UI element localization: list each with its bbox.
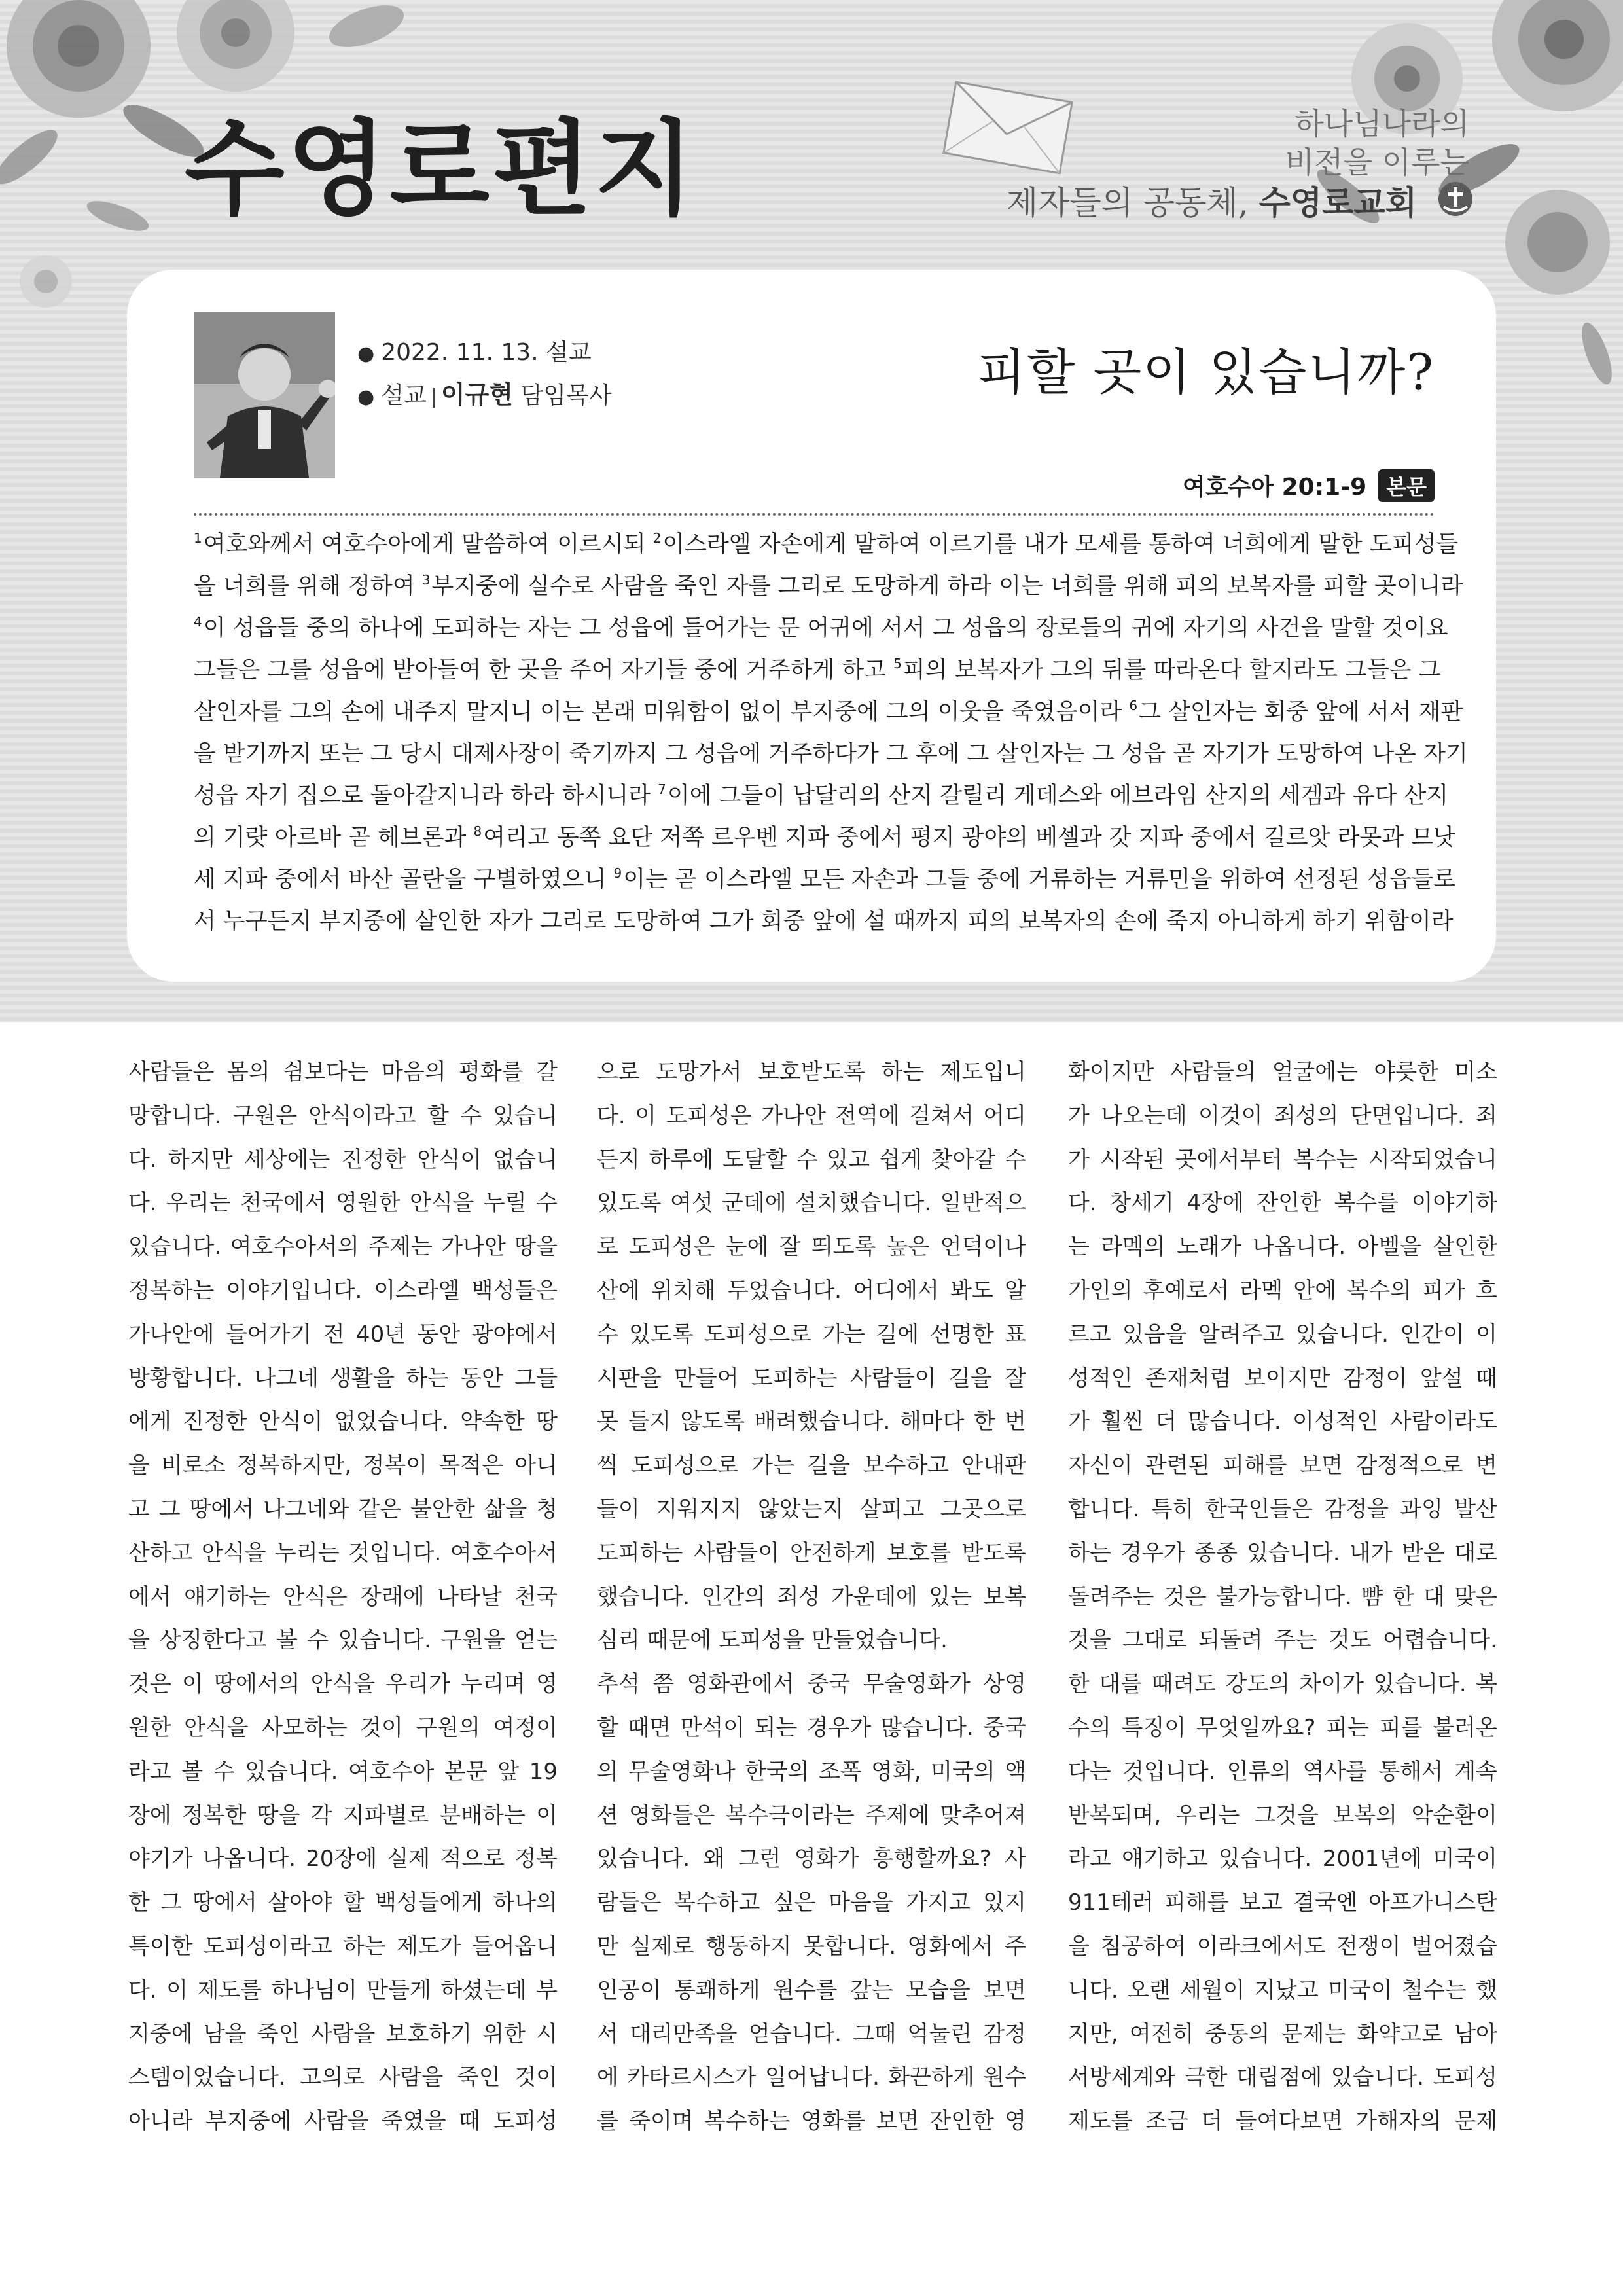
- body-column-1: [128, 1050, 558, 2144]
- dotted-divider: [194, 513, 1435, 516]
- body-line: 하는 경우가 종종 있습니다. 내가 받은 대로: [1068, 1539, 1497, 1566]
- sermon-date: 2022. 11. 13. 설교: [381, 339, 592, 366]
- sermon-title: 피할 곳이 있습니까?: [977, 343, 1435, 401]
- body-line: 서 대리만족을 얻습니다. 그때 억눌린 감정: [597, 2020, 1026, 2047]
- reference-text: 여호수아 20:1-9: [1183, 474, 1367, 501]
- body-line: 지만, 여전히 중동의 문제는 화약고로 남아: [1068, 2020, 1497, 2047]
- body-line: 방황합니다. 나그네 생활을 하는 동안 그들: [128, 1365, 558, 1391]
- body-line: 장에 정복한 땅을 각 지파별로 분배하는 이: [128, 1802, 558, 1829]
- verse-text: 여리고 동쪽 요단 저쪽 르우벤 지파 중에서 평지 광야의 베셀과 갓 지파 중에서 길르앗 라못과 므낫: [483, 825, 1455, 851]
- body-line: 산에 위치해 두었습니다. 어디에서 봐도 알: [597, 1277, 1026, 1304]
- scripture-line: [194, 607, 1448, 649]
- scripture-line: [194, 649, 1441, 691]
- verse-number: 8: [473, 823, 482, 839]
- body-line: 자신이 관련된 피해를 보면 감정적으로 변: [1068, 1452, 1497, 1479]
- slogan-line-3: [1007, 182, 1469, 224]
- body-line: 산하고 안식을 누리는 것입니다. 여호수아서: [128, 1539, 558, 1566]
- body-line: 다. 우리는 천국에서 영원한 안식을 누릴 수: [128, 1190, 558, 1217]
- preacher-label: 설교: [381, 382, 427, 409]
- verse-text: 그 살인자는 회중 앞에 서서 재판: [1139, 699, 1463, 725]
- body-line: 니다. 오랜 세월이 지났고 미국이 철수는 했: [1068, 1977, 1497, 2003]
- body-line: 다. 이 도피성은 가나안 전역에 걸쳐서 어디: [597, 1102, 1026, 1129]
- body-line: 으로 도망가서 보호받도록 하는 제도입니: [597, 1059, 1026, 1085]
- scripture-line: [194, 524, 1459, 565]
- body-line: 만 실제로 행동하지 못합니다. 영화에서 주: [597, 1933, 1026, 1960]
- verse-text: 여호와께서 여호수아에게 말씀하여 이르시되: [203, 531, 653, 558]
- body-line: 있습니다. 여호수아서의 주제는 가나안 땅을: [128, 1234, 558, 1261]
- body-line: 망합니다. 구원은 안식이라고 할 수 있습니: [128, 1102, 558, 1129]
- body-line: 것을 그대로 되돌려 주는 것도 어렵습니다.: [1068, 1627, 1497, 1654]
- preacher-row: [357, 374, 612, 418]
- scripture-line: [194, 775, 1449, 817]
- verse-text: 이스라엘 자손에게 말하여 이르기를 내가 모세를 통하여 너희에게 말한 도피성들: [662, 531, 1459, 558]
- verse-text: 을 너희를 위해 정하여: [194, 573, 422, 600]
- scripture-line: [194, 901, 1454, 942]
- body-line: 반복되며, 우리는 그것을 보복의 악순환이: [1068, 1802, 1497, 1829]
- body-line: 특이한 도피성이라고 하는 제도가 들어옵니: [128, 1933, 558, 1960]
- body-line: 람들은 복수하고 싶은 마음을 가지고 있지: [597, 1890, 1026, 1916]
- bullet-icon: ●: [357, 386, 375, 408]
- verse-number: 1: [194, 530, 202, 546]
- sermon-body: [128, 1050, 1497, 2163]
- church-name: 수영로교회: [1258, 183, 1418, 222]
- body-line: 가 시작된 곳에서부터 복수는 시작되었습니: [1068, 1146, 1497, 1173]
- body-line: 인공이 통쾌하게 원수를 갚는 모습을 보면: [597, 1977, 1026, 2003]
- body-line: 스템이었습니다. 고의로 사람을 죽인 것이: [128, 2064, 558, 2091]
- body-line: 제도를 조금 더 들여다보면 가해자의 문제: [1068, 2108, 1497, 2135]
- verse-text: 그들은 그를 성읍에 받아들여 한 곳을 주어 자기들 중에 거주하게 하고: [194, 657, 894, 683]
- body-line: 다는 것입니다. 인류의 역사를 통해서 계속: [1068, 1758, 1497, 1785]
- scripture-text: [194, 524, 1468, 942]
- body-line: 가 훨씬 더 많습니다. 이성적인 사람이라도: [1068, 1408, 1497, 1435]
- body-line: 들이 지워지지 않았는지 살피고 그곳으로: [597, 1496, 1026, 1522]
- verse-text: 이 성읍들 중의 하나에 도피하는 자는 그 성읍에 들어가는 문 어귀에 서서 그 성읍의 장로들의 귀에 자기의 사건을 말할 것이요: [203, 615, 1448, 641]
- body-line: 있도록 여섯 군데에 설치했습니다. 일반적으: [597, 1190, 1026, 1217]
- page-title: 수영로편지: [185, 109, 698, 230]
- body-line: 에게 진정한 안식이 없었습니다. 약속한 땅: [128, 1408, 558, 1435]
- verse-text: 살인자를 그의 손에 내주지 말지니 이는 본래 미워함이 없이 부지중에 그의 이웃을 죽였음이라: [194, 699, 1130, 725]
- body-line: 다. 이 제도를 하나님이 만들게 하셨는데 부: [128, 1977, 558, 2003]
- body-line: 에 카타르시스가 일어납니다. 화끈하게 원수: [597, 2064, 1026, 2091]
- body-line: 정복하는 이야기입니다. 이스라엘 백성들은: [128, 1277, 558, 1304]
- church-logo-icon: [1437, 181, 1474, 217]
- body-line: 서방세계와 극한 대립점에 있습니다. 도피성: [1068, 2064, 1497, 2091]
- verse-text: 세 지파 중에서 바산 골란을 구별하였으니: [194, 867, 614, 893]
- scripture-line: [194, 817, 1455, 859]
- body-line: 못 들지 않도록 배려했습니다. 해마다 한 번: [597, 1408, 1026, 1435]
- body-line: 든지 하루에 도달할 수 있고 쉽게 찾아갈 수: [597, 1146, 1026, 1173]
- verse-number: 2: [652, 530, 662, 546]
- body-line: 화이지만 사람들의 얼굴에는 야릇한 미소: [1068, 1059, 1497, 1085]
- verse-text: 서 누구든지 부지중에 살인한 자가 그리로 도망하여 그가 회중 앞에 설 때까지 피의 보복자의 손에 죽지 아니하게 하기 위함이라: [194, 908, 1454, 935]
- body-line: 수의 특징이 무엇일까요? 피는 피를 불러온: [1068, 1714, 1497, 1741]
- body-line: 할 때면 만석이 되는 경우가 많습니다. 중국: [597, 1714, 1026, 1741]
- body-line: 가인의 후예로서 라멕 안에 복수의 피가 흐: [1068, 1277, 1497, 1304]
- body-line: 가나안에 들어가기 전 40년 동안 광야에서: [128, 1321, 558, 1348]
- scripture-line: [194, 691, 1463, 733]
- sermon-date-row: [357, 332, 612, 374]
- verse-text: 이에 그들이 납달리의 산지 갈릴리 게데스와 에브라임 산지의 세겜과 유다 산지: [667, 783, 1449, 809]
- body-line: 의 무술영화나 한국의 조폭 영화, 미국의 액: [597, 1758, 1026, 1785]
- slogan-line-2: 비전을 이루는: [1285, 144, 1469, 180]
- scripture-reference: [1183, 469, 1435, 502]
- body-line: 했습니다. 인간의 죄성 가운데에 있는 보복: [597, 1583, 1026, 1610]
- body-line: 로 도피성은 눈에 잘 띄도록 높은 언덕이나: [597, 1234, 1026, 1261]
- body-line: 돌려주는 것은 불가능합니다. 뺨 한 대 맞은: [1068, 1583, 1497, 1610]
- verse-text: 을 받기까지 또는 그 당시 대제사장이 죽기까지 그 성읍에 거주하다가 그 후에 그 살인자는 그 성읍 곧 자기가 도망하여 나온 자기: [194, 741, 1468, 767]
- body-line: 를 죽이며 복수하는 영화를 보면 잔인한 영: [597, 2108, 1026, 2135]
- body-line: 르고 있음을 알려주고 있습니다. 인간이 이: [1068, 1321, 1497, 1348]
- verse-number: 4: [194, 614, 202, 630]
- verse-text: 의 기럇 아르바 곧 헤브론과: [194, 825, 474, 851]
- scripture-line: [194, 565, 1463, 607]
- verse-text: 피의 보복자가 그의 뒤를 따라온다 할지라도 그들은 그: [902, 657, 1441, 683]
- slogan-prefix: 제자들의 공동체,: [1006, 183, 1249, 222]
- body-line: 다. 창세기 4장에 잔인한 복수를 이야기하: [1068, 1190, 1497, 1217]
- body-line: 가 나오는데 이것이 죄성의 단면입니다. 죄: [1068, 1102, 1497, 1129]
- preacher-name: 이규현: [440, 380, 513, 409]
- verse-number: 3: [421, 572, 431, 588]
- body-line: 911테러 피해를 보고 결국엔 아프가니스탄: [1068, 1890, 1497, 1916]
- body-line: 라고 얘기하고 있습니다. 2001년에 미국이: [1068, 1846, 1497, 1873]
- body-line: 합니다. 특히 한국인들은 감정을 과잉 발산: [1068, 1496, 1497, 1522]
- body-line: 심리 때문에 도피성을 만들었습니다.: [597, 1627, 948, 1654]
- body-line: 시판을 만들어 도피하는 사람들이 길을 잘: [597, 1365, 1026, 1391]
- body-column-3: [1068, 1050, 1497, 2144]
- body-line: 라고 볼 수 있습니다. 여호수아 본문 앞 19: [128, 1758, 558, 1785]
- sermon-meta: [357, 332, 612, 418]
- scripture-line: [194, 859, 1456, 901]
- scripture-line: [194, 733, 1468, 775]
- body-line: 성적인 존재처럼 보이지만 감정이 앞설 때: [1068, 1365, 1497, 1391]
- body-line: 을 비로소 정복하지만, 정복이 목적은 아니: [128, 1452, 558, 1479]
- body-line: 을 상징한다고 볼 수 있습니다. 구원을 얻는: [128, 1627, 558, 1654]
- body-line: 한 그 땅에서 살아야 할 백성들에게 하나의: [128, 1890, 558, 1916]
- verse-number: 7: [658, 781, 666, 797]
- body-line: 있습니다. 왜 그런 영화가 흥행할까요? 사: [597, 1846, 1026, 1873]
- body-line: 아니라 부지중에 사람을 죽였을 때 도피성: [128, 2108, 558, 2135]
- body-column-2: [597, 1050, 1026, 2144]
- slogan-line-1: 하나님나라의: [1294, 106, 1469, 141]
- bullet-icon: ●: [357, 342, 375, 365]
- preacher-title: 담임목사: [520, 382, 612, 409]
- verse-number: 5: [893, 656, 902, 672]
- body-line: 원한 안식을 사모하는 것이 구원의 여정이: [128, 1714, 558, 1741]
- preacher-photo: [194, 312, 335, 478]
- body-line: 도피하는 사람들이 안전하게 보호를 받도록: [597, 1539, 1026, 1566]
- church-slogan: [1007, 105, 1469, 224]
- verse-number: 9: [613, 865, 622, 881]
- verse-text: 부지중에 실수로 사람을 죽인 자를 그리로 도망하게 하라 이는 너희를 위해 피의 보복자를 피할 곳이니라: [431, 573, 1463, 600]
- body-line: 씩 도피성으로 가는 길을 보수하고 안내판: [597, 1452, 1026, 1479]
- verse-text: 이는 곧 이스라엘 모든 자손과 그들 중에 거류하는 거류민을 위하여 선정된 성읍들로: [623, 867, 1456, 893]
- body-line: 지중에 남을 죽인 사람을 보호하기 위한 시: [128, 2020, 558, 2047]
- body-line: 한 대를 때려도 강도의 차이가 있습니다. 복: [1068, 1671, 1497, 1698]
- body-line: 고 그 땅에서 나그네와 같은 불안한 삶을 청: [128, 1496, 558, 1522]
- body-line: 추석 쯤 영화관에서 중국 무술영화가 상영: [597, 1671, 1026, 1698]
- body-line: 다. 하지만 세상에는 진정한 안식이 없습니: [128, 1146, 558, 1173]
- body-line: 션 영화들은 복수극이라는 주제에 맞추어져: [597, 1802, 1026, 1829]
- body-line: 야기가 나옵니다. 20장에 실제 적으로 정복: [128, 1846, 558, 1873]
- body-line: 는 라멕의 노래가 나옵니다. 아벨을 살인한: [1068, 1234, 1497, 1261]
- body-line: 것은 이 땅에서의 안식을 우리가 누리며 영: [128, 1671, 558, 1698]
- divider: |: [430, 386, 437, 408]
- body-line: 사람들은 몸의 쉼보다는 마음의 평화를 갈: [128, 1059, 558, 1085]
- verse-number: 6: [1129, 698, 1138, 713]
- reference-badge: 본문: [1378, 469, 1435, 502]
- body-line: 을 침공하여 이라크에서도 전쟁이 벌어졌습: [1068, 1933, 1497, 1960]
- verse-text: 성읍 자기 집으로 돌아갈지니라 하라 하시니라: [194, 783, 658, 809]
- body-line: 에서 얘기하는 안식은 장래에 나타날 천국: [128, 1583, 558, 1610]
- body-line: 수 있도록 도피성으로 가는 길에 선명한 표: [597, 1321, 1026, 1348]
